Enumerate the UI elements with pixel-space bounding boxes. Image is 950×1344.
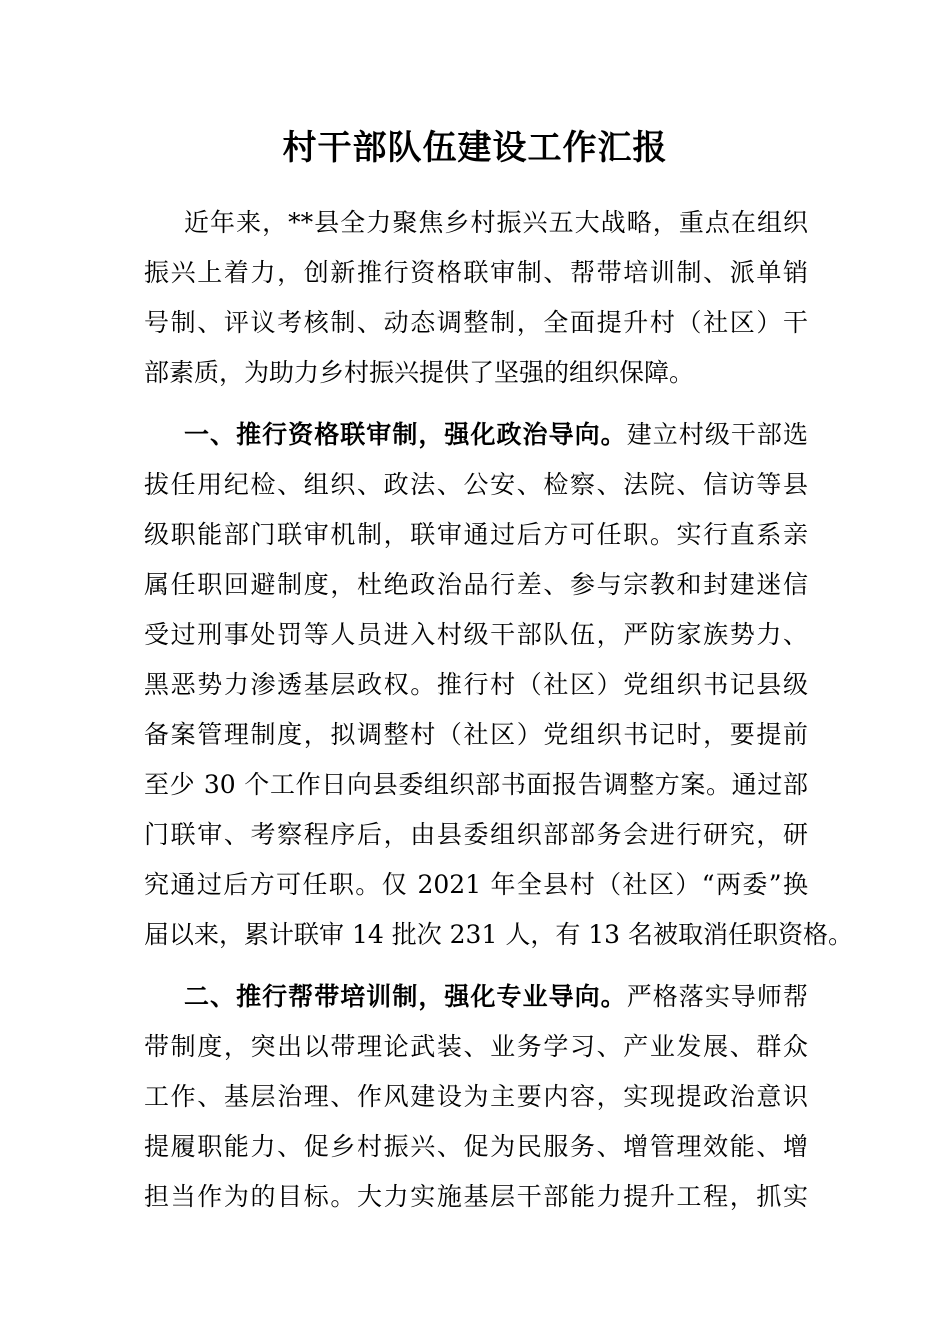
section-two-heading: 二、推行帮带培训制，强化专业导向。 [184,982,627,1011]
paragraph-line: 号制、评议考核制、动态调整制，全面提升村（社区）干 [144,308,808,337]
section-one-heading: 一、推行资格联审制，强化政治导向。 [184,420,627,449]
paragraph-first-line [184,410,808,460]
paragraph-line: 黑恶势力渗透基层政权。推行村（社区）党组织书记县级 [144,670,808,699]
paragraph-line: 至少 30 个工作日向县委组织部书面报告调整方案。通过部 [144,770,808,799]
paragraph-line: 受过刑事处罚等人员进入村级干部队伍，严防家族势力、 [144,620,808,649]
paragraph-line: 带制度，突出以带理论武装、业务学习、产业发展、群众 [144,1032,808,1061]
section-one-first-line-text: 建立村级干部选 [626,420,808,449]
section-two-first-line-text: 严格落实导师帮 [626,982,808,1011]
paragraph-line: 备案管理制度，拟调整村（社区）党组织书记时，要提前 [144,720,808,749]
paragraph-line: 提履职能力、促乡村振兴、促为民服务、增管理效能、增 [144,1132,808,1161]
paragraph-line: 振兴上着力，创新推行资格联审制、帮带培训制、派单销 [144,258,808,287]
paragraph-line: 究通过后方可任职。仅 2021 年全县村（社区）“两委”换 [144,870,808,899]
paragraph-line: 拔任用纪检、组织、政法、公安、检察、法院、信访等县 [144,470,808,499]
paragraph-line: 属任职回避制度，杜绝政治品行差、参与宗教和封建迷信 [144,570,808,599]
paragraph-line: 部素质，为助力乡村振兴提供了坚强的组织保障。 [144,358,695,387]
paragraph-line: 届以来，累计联审 14 批次 231 人，有 13 名被取消任职资格。 [144,920,854,949]
paragraph-line: 级职能部门联审机制，联审通过后方可任职。实行直系亲 [144,520,808,549]
document-title: 村干部队伍建设工作汇报 [282,128,668,168]
paragraph-line: 工作、基层治理、作风建设为主要内容，实现提政治意识 [144,1082,808,1111]
paragraph-first-line [184,972,808,1022]
paragraph-line: 近年来，**县全力聚焦乡村振兴五大战略，重点在组织 [184,208,808,237]
paragraph-line: 门联审、考察程序后，由县委组织部部务会进行研究，研 [144,820,808,849]
paragraph-line: 担当作为的目标。大力实施基层干部能力提升工程，抓实 [144,1182,808,1211]
